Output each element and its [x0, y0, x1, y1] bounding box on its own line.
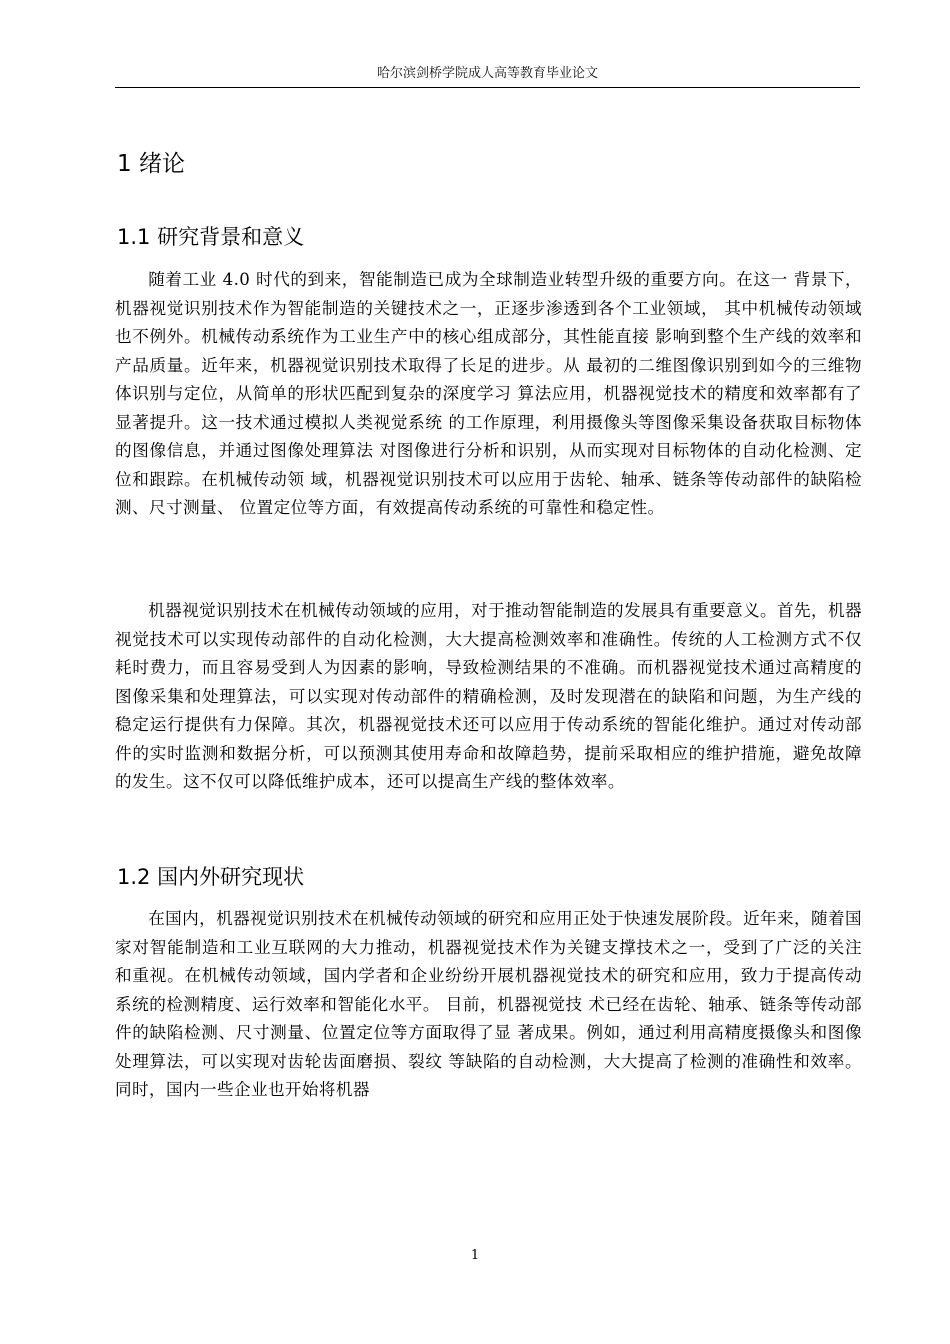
chapter-title: 1 绪论: [117, 151, 185, 177]
body-paragraph: 在国内，机器视觉识别技术在机械传动领域的研究和应用正处于快速发展阶段。近年来，随着国家对智能制造和工业互联网的大力推动，机器视觉技术作为关键支撑技术之一，受到了广泛的关注和重视。在机械传动领域，国内学者和企业纷纷开展机器视觉技术的研究和应用，致力于提高传动系统的检测精度、运行效率和智能化水平。 目前，机器视觉技 术已经在齿轮、轴承、链条等传动部件的缺陷检测、尺寸测量、位置定位等方面取得了显 著成果。例如，通过利用高精度摄像头和图像处理算法，可以实现对齿轮齿面磨损、裂纹 等缺陷的自动检测，大大提高了检测的准确性和效率。同时，国内一些企业也开始将机器: [115, 909, 862, 1099]
body-paragraph: 随着工业 4.0 时代的到来，智能制造已成为全球制造业转型升级的重要方向。在这一 背景下，机器视觉识别技术作为智能制造的关键技术之一，正逐步渗透到各个工业领域， 其中机械传动领域也不例外。机械传动系统作为工业生产中的核心组成部分，其性能直接 影响到整个生产线的效率和产品质量。近年来，机器视觉识别技术取得了长足的进步。从 最初的二维图像识别到如今的三维物体识别与定位，从简单的形状匹配到复杂的深度学习 算法应用，机器视觉技术的精度和效率都有了显著提升。这一技术通过模拟人类视觉系统 的工作原理，利用摄像头等图像采集设备获取目标物体的图像信息，并通过图像处理算法 对图像进行分析和识别，从而实现对目标物体的自动化检测、定位和跟踪。在机械传动领 域，机器视觉识别技术可以应用于齿轮、轴承、链条等传动部件的缺陷检测、尺寸测量、 位置定位等方面，有效提高传动系统的可靠性和稳定性。: [115, 270, 862, 517]
running-header: 哈尔滨剑桥学院成人高等教育毕业论文: [376, 66, 598, 81]
section-title-1-2: 1.2 国内外研究现状: [117, 865, 305, 889]
page-number: 1: [470, 1248, 480, 1263]
section-title-1-1: 1.1 研究背景和意义: [117, 225, 305, 249]
header-divider: [115, 87, 860, 88]
body-paragraph: 机器视觉识别技术在机械传动领域的应用，对于推动智能制造的发展具有重要意义。首先，机器视觉技术可以实现传动部件的自动化检测，大大提高检测效率和准确性。传统的人工检测方式不仅耗时费力，而且容易受到人为因素的影响，导致检测结果的不准确。而机器视觉技术通过高精度的图像采集和处理算法，可以实现对传动部件的精确检测，及时发现潜在的缺陷和问题，为生产线的稳定运行提供有力保障。其次，机器视觉技术还可以应用于传动系统的智能化维护。通过对传动部件的实时监测和数据分析，可以预测其使用寿命和故障趋势，提前采取相应的维护措施，避免故障的发生。这不仅可以降低维护成本，还可以提高生产线的整体效率。: [115, 601, 862, 791]
